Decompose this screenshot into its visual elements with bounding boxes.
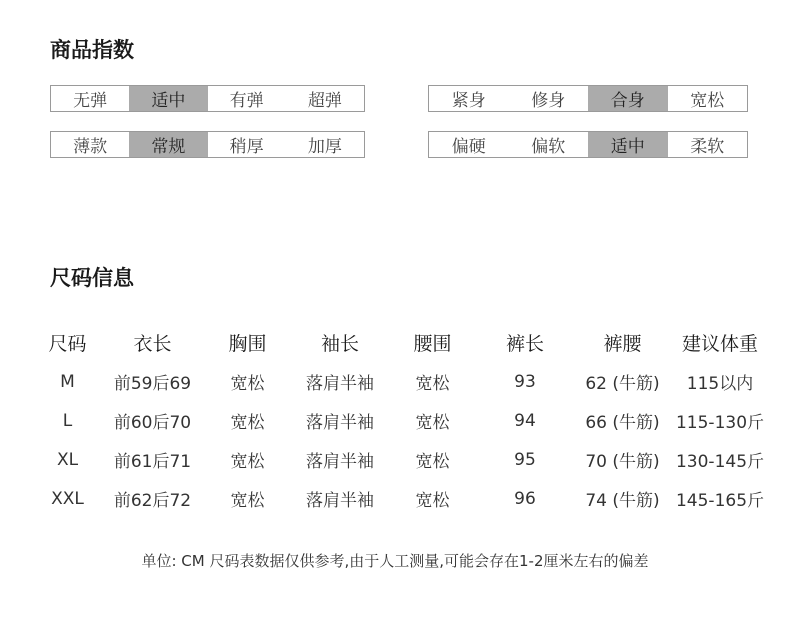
table-cell: 96 [514, 488, 536, 509]
table-row [40, 440, 775, 479]
table-cell: 66 (牛筋) [585, 413, 660, 433]
scale-option-selected: 合身 [588, 86, 668, 111]
table-cell: 宽松 [230, 491, 265, 511]
column-header: 尺码 [48, 332, 87, 355]
scale-option: 超弹 [307, 91, 342, 111]
scale-option: 紧身 [451, 91, 486, 111]
table-cell: 宽松 [415, 374, 450, 394]
table-cell: 宽松 [415, 452, 450, 472]
scale-option-selected: 适中 [588, 132, 668, 157]
column-header: 裤长 [505, 332, 544, 355]
table-cell: 宽松 [415, 491, 450, 511]
table-cell: 落肩半袖 [306, 452, 374, 472]
column-header: 衣长 [133, 332, 172, 355]
measurement-note: 单位: CM 尺码表数据仅供参考,由于人工测量,可能会存在1-2厘米左右的偏差 [141, 552, 649, 570]
table-cell: 115-130斤 [675, 413, 765, 433]
table-cell: 74 (牛筋) [585, 491, 660, 511]
column-header: 袖长 [320, 332, 359, 355]
table-cell: 宽松 [230, 413, 265, 433]
table-cell: 宽松 [230, 452, 265, 472]
scale-option: 柔软 [690, 137, 725, 157]
table-cell: 落肩半袖 [306, 491, 374, 511]
thickness-scale [50, 131, 365, 158]
table-cell: 宽松 [230, 374, 265, 394]
table-cell: 前59后69 [113, 374, 192, 394]
table-cell: 70 (牛筋) [585, 452, 660, 472]
table-cell: M [60, 371, 75, 392]
table-cell: 130-145斤 [675, 452, 765, 472]
scale-option: 有弹 [229, 91, 264, 111]
column-header: 裤腰 [603, 332, 642, 355]
table-cell: XXL [51, 488, 84, 509]
table-cell: 前62后72 [113, 491, 192, 511]
scale-option: 偏硬 [451, 137, 486, 157]
scale-option: 加厚 [307, 137, 342, 157]
column-header: 建议体重 [681, 332, 758, 355]
table-cell: 落肩半袖 [306, 413, 374, 433]
table-cell: 95 [514, 449, 536, 470]
column-header: 腰围 [413, 332, 452, 355]
scale-option: 稍厚 [229, 137, 264, 157]
table-cell: 94 [514, 410, 536, 431]
table-cell: 前61后71 [113, 452, 192, 472]
softness-scale [428, 131, 748, 158]
table-cell: 115以内 [686, 374, 754, 394]
scale-option: 薄款 [73, 137, 108, 157]
scale-option: 修身 [531, 91, 566, 111]
size-info-title: 尺码信息 [50, 266, 134, 290]
table-row [40, 401, 775, 440]
scale-option-selected: 常规 [129, 132, 207, 157]
size-table [40, 322, 775, 518]
column-header: 胸围 [228, 332, 267, 355]
stretch-scale [50, 85, 365, 112]
table-cell: 宽松 [415, 413, 450, 433]
table-row [40, 362, 775, 401]
table-cell: 62 (牛筋) [585, 374, 660, 394]
table-cell: 落肩半袖 [306, 374, 374, 394]
scale-option: 偏软 [531, 137, 566, 157]
table-cell: 145-165斤 [675, 491, 765, 511]
scale-option: 宽松 [690, 91, 725, 111]
product-index-title: 商品指数 [50, 38, 134, 62]
table-cell: 93 [514, 371, 536, 392]
table-cell: 前60后70 [113, 413, 192, 433]
table-cell: L [62, 410, 73, 431]
fit-scale [428, 85, 748, 112]
scale-option: 无弹 [73, 91, 108, 111]
table-row [40, 479, 775, 518]
table-header-row [40, 322, 775, 362]
scale-option-selected: 适中 [129, 86, 207, 111]
table-cell: XL [56, 449, 79, 470]
